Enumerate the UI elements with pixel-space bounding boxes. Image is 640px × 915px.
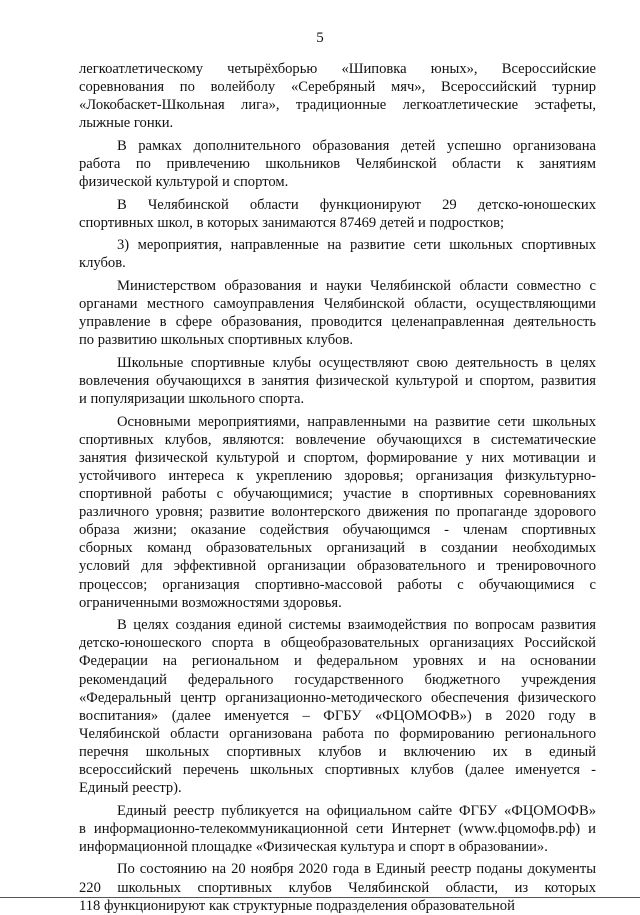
text-line: условий для эффективной организации образовательного и тренировочного: [79, 558, 596, 575]
text-line: рекомендаций федерального государственного бюджетного учреждения: [79, 671, 596, 688]
text-line: и популяризации школьного спорта.: [79, 391, 305, 408]
text-line: По состоянию на 20 ноября 2020 года в Единый реестр поданы документы: [117, 861, 596, 878]
text-line: легкоатлетическому четырёхборью «Шиповка юных», Всероссийские: [79, 61, 596, 77]
text-line: сборных команд образовательных организаций в создании необходимых: [79, 540, 596, 557]
text-line: управление в сфере образования, проводится целенаправленная деятельность: [79, 314, 596, 331]
text-line: В рамках дополнительного образования детей успешно организована: [117, 137, 596, 154]
text-line: соревнования по волейболу «Серебряный мяч», Всероссийский турнир: [79, 79, 596, 96]
text-line: спортивных школ, в которых занимаются 87469 детей и подростков;: [79, 214, 505, 231]
text-line: 3) мероприятия, направленные на развитие сети школьных спортивных: [117, 237, 596, 254]
paragraph: [79, 277, 596, 349]
paragraph: [79, 616, 596, 797]
paragraph: [79, 802, 596, 856]
text-line: перечня школьных спортивных клубов и включению их в единый: [79, 743, 596, 760]
body-text: [79, 60, 596, 915]
paragraph: [79, 236, 596, 272]
paragraph: [79, 137, 596, 191]
page-bottom-rule: [0, 897, 640, 898]
text-line: ограниченными возможностями здоровья.: [79, 594, 342, 611]
text-line: устойчивого интереса к укреплению здоровья; организация физкультурно-: [79, 467, 596, 484]
text-line: Челябинской области организована работа по формированию регионального: [79, 725, 596, 742]
text-line: органами местного самоуправления Челябинской области, осуществляющими: [79, 296, 596, 313]
page-number: 5: [316, 30, 324, 46]
text-line: спортивной работы с обучающимися; участие в спортивных соревнованиях: [79, 486, 596, 503]
text-line: образа жизни; оказание содействия обучающимся - членам спортивных: [79, 522, 596, 539]
text-line: в информационно-телекоммуникационной сети Интернет (www.фцомофв.рф) и: [79, 820, 596, 837]
paragraph: [79, 413, 596, 612]
text-line: занятия физической культурой и спортом, формирование у них мотивации и: [79, 449, 596, 466]
text-line: детско-юношеского спорта в общеобразовательных организациях Российской: [79, 635, 596, 652]
text-line: клубов.: [79, 255, 126, 272]
text-line: всероссийский перечень школьных спортивных клубов (далее именуется -: [79, 761, 596, 778]
text-line: В целях создания единой системы взаимодействия по вопросам развития: [117, 617, 596, 634]
paragraph: [79, 860, 596, 914]
text-line: работа по привлечению школьников Челябинской области к занятиям: [79, 155, 596, 172]
paragraph: [79, 196, 596, 232]
text-line: Школьные спортивные клубы осуществляют свою деятельность в целях: [117, 354, 596, 371]
paragraph: [79, 354, 596, 408]
text-line: Федерации на региональном и федеральном уровнях и на основании: [79, 653, 596, 670]
paragraph: [79, 60, 596, 132]
text-line: лыжные гонки.: [79, 115, 174, 132]
text-line: «Локобаскет-Школьная лига», традиционные легкоатлетические эстафеты,: [79, 97, 596, 114]
text-line: Единый реестр).: [79, 780, 182, 797]
text-line: 220 школьных спортивных клубов Челябинской области, из которых: [79, 879, 596, 896]
text-line: «Федеральный центр организационно-методического обеспечения физического: [79, 689, 596, 706]
text-line: Министерством образования и науки Челябинской области совместно с: [117, 278, 596, 295]
text-line: информационной площадке «Физическая культура и спорт в образовании».: [79, 838, 548, 855]
text-line: спортивных клубов, являются: вовлечение обучающихся в систематические: [79, 431, 596, 448]
text-line: по развитию школьных спортивных клубов.: [79, 332, 353, 349]
text-line: В Челябинской области функционируют 29 детско-юношеских: [117, 196, 596, 213]
text-line: процессов; организация спортивно-массовой работы с обучающимися с: [79, 576, 596, 593]
text-line: воспитания» (далее именуется – ФГБУ «ФЦОМОФВ») в 2020 году в: [79, 707, 596, 724]
text-line: Основными мероприятиями, направленными на развитие сети школьных: [117, 413, 596, 430]
text-line: 118 функционируют как структурные подразделения образовательной: [79, 897, 515, 914]
text-line: Единый реестр публикуется на официальном сайте ФГБУ «ФЦОМОФВ»: [117, 802, 596, 819]
text-line: физической культурой и спортом.: [79, 174, 289, 191]
text-line: вовлечения обучающихся в занятия физической культурой и спортом, развития: [79, 373, 596, 389]
text-line: различного уровня; развитие волонтерского движения по пропаганде здорового: [79, 504, 596, 521]
